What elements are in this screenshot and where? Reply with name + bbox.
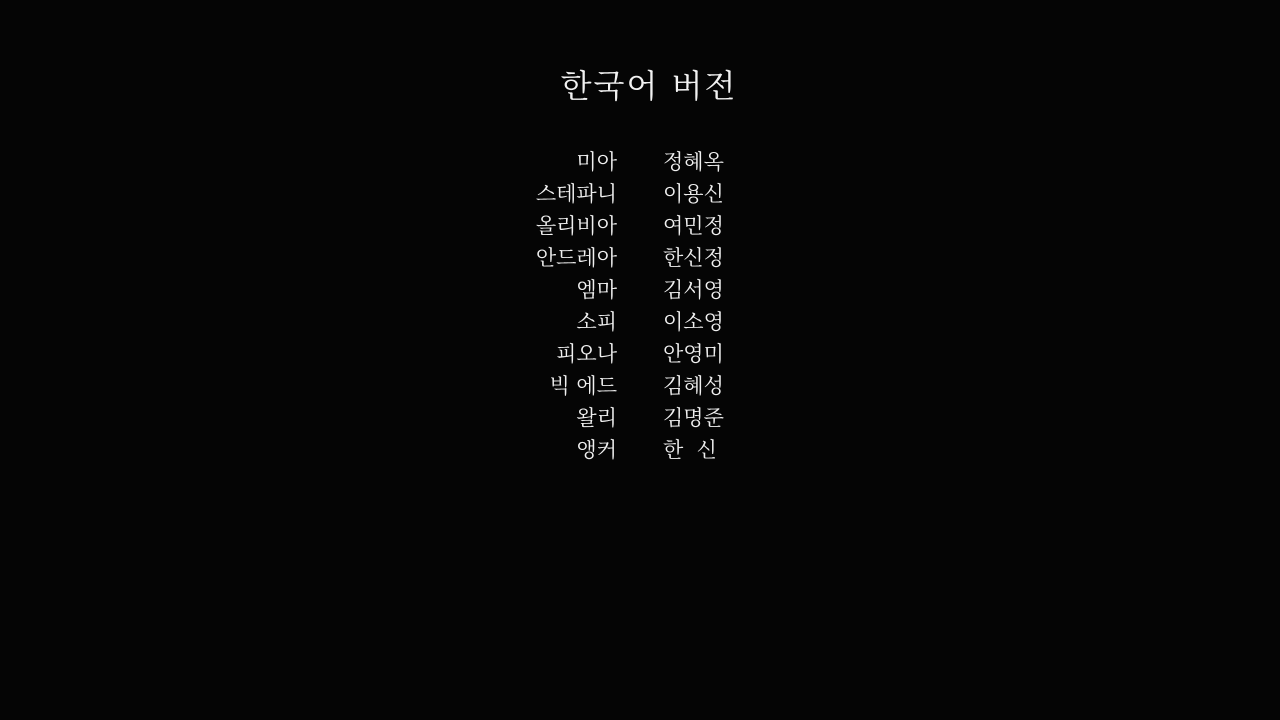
credit-name: 여민정 xyxy=(663,214,724,238)
credit-role: 미아 xyxy=(576,150,617,174)
credits-title: 한국어 버전 xyxy=(560,67,738,105)
credit-role: 스테파니 xyxy=(535,182,617,206)
credit-name: 한 신 xyxy=(663,438,717,462)
credit-name: 이소영 xyxy=(663,310,724,334)
credit-name: 이용신 xyxy=(663,182,724,206)
credit-name: 김명준 xyxy=(663,406,724,430)
credit-role: 소피 xyxy=(576,310,617,334)
credit-role: 앵커 xyxy=(576,438,617,462)
credit-role: 왈리 xyxy=(576,406,617,430)
credit-row xyxy=(0,146,1280,178)
credit-row xyxy=(0,178,1280,210)
credit-row xyxy=(0,242,1280,274)
credit-role: 빅 에드 xyxy=(549,374,617,398)
credit-row xyxy=(0,274,1280,306)
credit-name: 김혜성 xyxy=(663,374,724,398)
credit-row xyxy=(0,210,1280,242)
credits-list xyxy=(0,146,1280,466)
credit-row xyxy=(0,434,1280,466)
credit-name: 안영미 xyxy=(663,342,724,366)
credit-row xyxy=(0,370,1280,402)
credit-role: 안드레아 xyxy=(535,246,617,270)
credit-role: 올리비아 xyxy=(535,214,617,238)
credit-row xyxy=(0,338,1280,370)
credit-row xyxy=(0,306,1280,338)
credit-role: 엠마 xyxy=(576,278,617,302)
credit-name: 김서영 xyxy=(663,278,724,302)
credit-role: 피오나 xyxy=(556,342,617,366)
credit-name: 정혜옥 xyxy=(663,150,724,174)
credit-row xyxy=(0,402,1280,434)
credit-name: 한신정 xyxy=(663,246,724,270)
